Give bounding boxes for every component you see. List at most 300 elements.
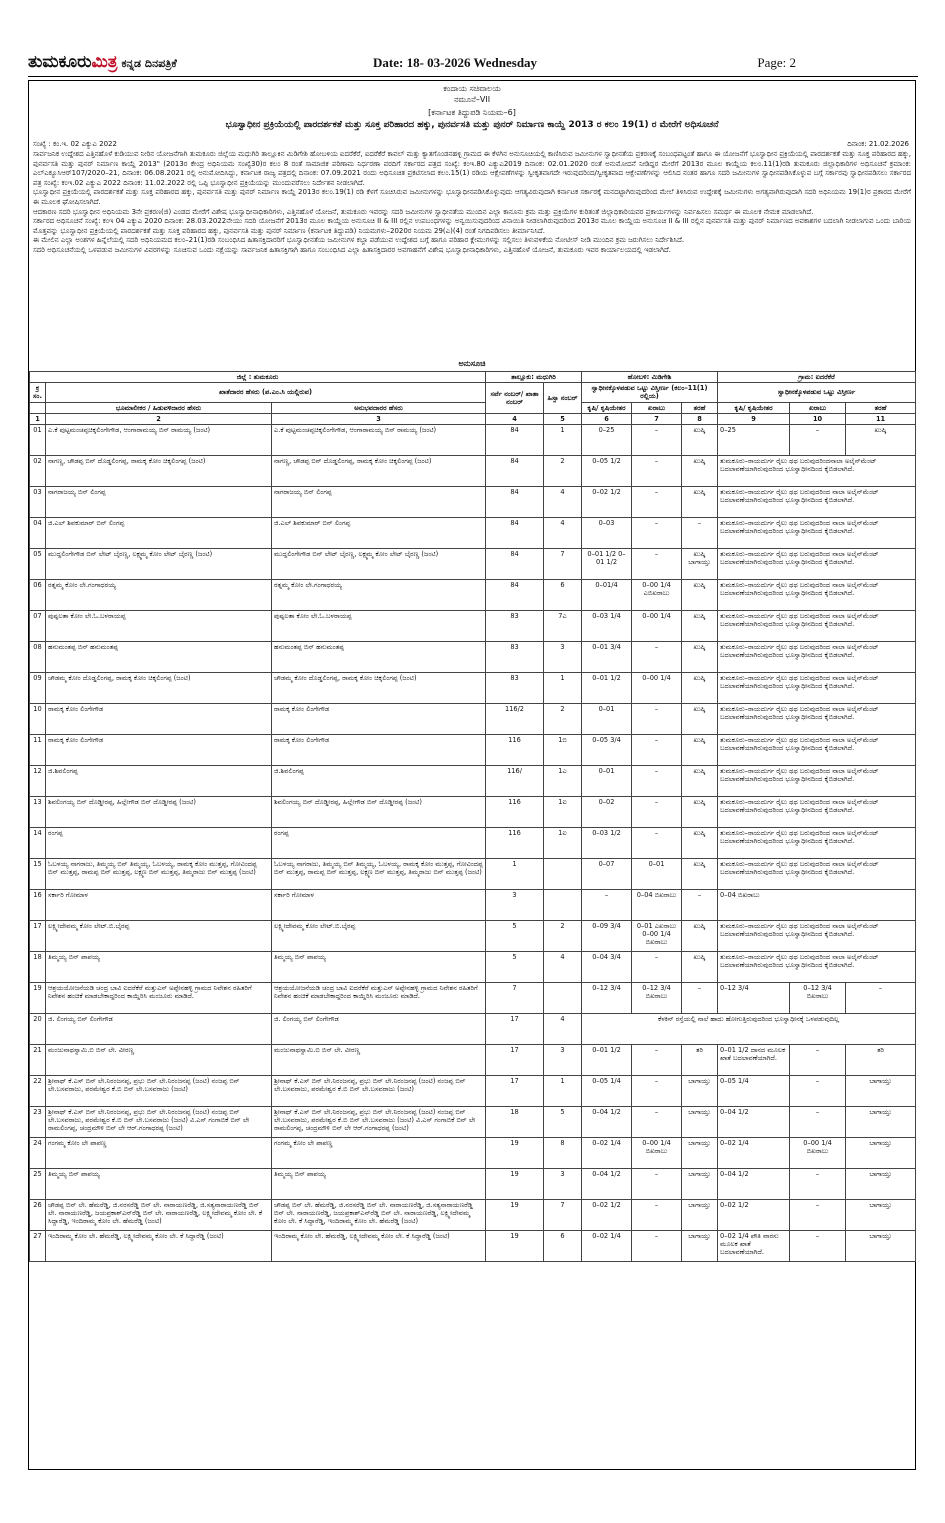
enjoyer-cell: ಮಂಜುನಾಥಸ್ವಾಮಿ.ಬಿ ಬಿನ್ ಲೇ. ವೀರಣ್ಣ [272,1045,486,1076]
hissa-cell: 7ಎ [544,611,582,642]
serial-cell: 26 [30,1200,46,1231]
final-krishi-cell: ತುಮಕೂರು–ರಾಯದುರ್ಗ ರೈಲು ಥಥ ಬರುವುದರಿಂದ ನಾಲಾ ಅಲೈನ್‌ಮೆಂಟ್ ಬದಲಾವಣೆಯಾಗಿರುವುದರಿಂದ ಭೂಸ್ವಾಧೀನದಿಂದ ಕೈಬಿಡಲಾಗಿದೆ. [718,766,916,797]
column-number: 4 [486,413,544,424]
paragraph: ಭೂಸ್ವಾಧೀನ ಪ್ರಕ್ರಿಯೆಯಲ್ಲಿ ಪಾರದರ್ಶಕತೆ ಮತ್ತು ಸೂಕ್ತ ಪರಿಹಾರದ ಹಕ್ಕು, ಪುನರ್ವಸತಿ ಮತ್ತು ಪುನರ್ ನಿರ್ಮಾಣ ಕಾಯ್ದೆ 2013ರ ಕಲಂ.19(1) ರಡಿ ಕೆಳಗೆ ಸೂಚಿಸಿರುವ ಜಮೀನುಗಳನ್ನು ಭೂಸ್ವಾಧೀನಪಡಿಸಿಕೊಳ್ಳುವುದು ಆಗತ್ಯವಿರುವುದಾಗಿ ಕರ್ನಾಟಕ ಸರ್ಕಾರಕ್ಕೆ ಮನದಟ್ಟಾಗಿರುವುದರಿಂದ ಮೇಲೆ ತಿಳಿಸಿರುವ ಉದ್ದೇಶಕ್ಕೆ ಜಮೀನುಗಳು ಅಗತ್ಯವಾಗಿರುವುದಾಗಿ ಸದರಿ ಅಧಿನಿಯಮ 19(1)ರ ಪ್ರಕಾರದ ಮೇರೆಗೆ ಈ ಮೂಲಕ ಘೋಷಿಸಲಾಗಿದೆ. [33,188,911,206]
issue-date: Date: 18- 03-2026 Wednesday [373,55,538,70]
hissa-cell: 7 [544,1200,582,1231]
area-tare-cell: ಖುಷ್ಕಿ ಬಾಗಾಯ್ತು [682,549,718,580]
survey-cell: 5 [486,921,544,952]
serial-cell: 07 [30,611,46,642]
area-krishi-cell: 0–02 1/2 [582,487,632,518]
area-kharaba-cell: – [632,952,682,983]
area-tare-cell: ಖುಷ್ಕಿ [682,828,718,859]
table-row [30,1107,916,1138]
hissa-cell: 4 [544,487,582,518]
final-krishi-cell: ತುಮಕೂರು–ರಾಯದುರ್ಗ ರೈಲು ಥಥ ಬರುವುದರಿಂದನಾಲಾ ಅಲೈನ್‌ಮೆಂಟ್ ಬದಲಾವಣೆಯಾಗಿರುವುದರಿಂದ ಭೂಸ್ವಾಧೀನದಿಂದ ಕೈಬಿಡಲಾಗಿದೆ. [718,456,916,487]
final-kharaba-cell: – [790,1076,846,1107]
area-tare-cell: ಖುಷ್ಕಿ [682,456,718,487]
newspaper-logo: ತುಮಕೂರುಮಿತ್ರ ಕನ್ನಡ ದಿನಪತ್ರಿಕೆ [28,52,177,72]
column-number: 3 [272,413,486,424]
area-tare-cell: ಬಾಗಾಯ್ತು [682,1169,718,1200]
area-kharaba-cell: – [632,456,682,487]
survey-cell: 19 [486,1169,544,1200]
table-row [30,642,916,673]
area-krishi-cell: 0–01 3/4 [582,642,632,673]
hissa-cell: 4 [544,1014,582,1045]
final-krishi-cell: ತುಮಕೂರು–ರಾಯದುರ್ಗ ರೈಲು ಥಥ ಬರುವುದರಿಂದ ನಾಲಾ ಅಲೈನ್‌ಮೆಂಟ್ ಬದಲಾವಣೆಯಾಗಿರುವುದರಿಂದ ಭೂಸ್ವಾಧೀನದಿಂದ ಕೈಬಿಡಲಾಗಿದೆ. [718,704,916,735]
final-krishi-cell: 0–04 ಬಿಖರಾಬು [718,890,916,921]
hissa-cell: 1ಐ [544,797,582,828]
serial-cell: 18 [30,952,46,983]
area-krishi-cell: 0–05 1/2 [582,456,632,487]
serial-cell: 17 [30,921,46,952]
hissa-cell [544,890,582,921]
form-number: ನಮೂನೆ–VII [453,95,491,104]
area-krishi-cell: 0–02 1/4 [582,1138,632,1169]
enjoyer-cell: ನಾಗಣ್ಣ, ಚೌಡಪ್ಪ ಬಿನ್ ದೊಡ್ಡಲಿಂಗಪ್ಪ, ರಾಮಕ್ಕ ಕೋಂ ಚಿಕ್ಕಲಿಂಗಪ್ಪ (ಜಂಟಿ) [272,456,486,487]
owner-cell: ಜಿ.ಎಲ್ ಶಿವಕುಮಾರ್ ಬಿನ್ ಲಿಂಗಪ್ಪ [46,518,272,549]
enjoyer-cell: ಸರ್ಕಾರಿ ಗೋಮಾಳ [272,890,486,921]
final-krishi-cell: 0–01 1/2 ದಾನದ ಮೂಲಕ ಖಾತೆ ಬದಲಾವಣೆಯಾಗಿದೆ. [718,1045,790,1076]
schedule-table [29,371,916,1262]
col-group2: ಸ್ವಾಧೀನಕ್ಕೊಳಪಡುವ ಒಟ್ಟು ವಿಸ್ತೀರ್ಣ [718,383,916,402]
final-tare-cell: ಬಾಗಾಯ್ತು [846,1076,916,1107]
owner-cell: ಚೌಡಮ್ಮ ಕೋಂ ದೊಡ್ಡಲಿಂಗಪ್ಪ, ರಾಮಕ್ಕ ಕೋಂ ಚಿಕ್ಕಲಿಂಗಪ್ಪ (ಜಂಟಿ) [46,673,272,704]
area-krishi-cell: 0–09 3/4 [582,921,632,952]
survey-cell: 19 [486,1231,544,1262]
table-row [30,1076,916,1107]
final-krishi-cell: 0–04 1/2 [718,1107,790,1138]
table-row [30,766,916,797]
notice-date: ದಿನಾಂಕ: 21.02.2026 [847,140,909,148]
area-tare-cell: ಬಾಗಾಯ್ತು [682,1200,718,1231]
owner-cell: ಮಂಜುನಾಥಸ್ವಾಮಿ.ಬಿ ಬಿನ್ ಲೇ. ವೀರಣ್ಣ [46,1045,272,1076]
col-hissa: ಹಿಸ್ಸಾ ನಂಬರ್ [544,383,582,414]
area-kharaba-cell: 0–00 1/4 [632,611,682,642]
survey-cell: 17 [486,1014,544,1045]
enjoyer-cell: ಇಂದಿರಾಮ್ಮ ಕೋಂ ಲೇ. ಹೆಮರೆಡ್ಡಿ, ಲಕ್ಷ್ಮೀದೇವಮ್ಮ ಕೋಂ ಲೇ. ಕೆ ಸಿದ್ದಾರೆಡ್ಡಿ (ಜಂಟಿ) [272,1231,486,1262]
serial-cell: 14 [30,828,46,859]
owner-cell: ನಾಗಣ್ಣ, ಚೌಡಪ್ಪ ಬಿನ್ ದೊಡ್ಡಲಿಂಗಪ್ಪ, ರಾಮಕ್ಕ ಕೋಂ ಚಿಕ್ಕಲಿಂಗಪ್ಪ (ಜಂಟಿ) [46,456,272,487]
rule-reference: [ಕರ್ನಾಟಕ ತಿದ್ದುಪಡಿ ನಿಯಮ–6] [428,108,516,117]
table-row [30,518,916,549]
owner-cell: ಹನುಮಂತಪ್ಪ ಬಿನ್ ಹನುಮಂತಪ್ಪ [46,642,272,673]
survey-cell: 84 [486,549,544,580]
area-krishi-cell: 0–02 [582,797,632,828]
final-kharaba-cell: 0–00 1/4 ಬಿಖರಾಬು [790,1138,846,1169]
col-sl: ಕ್ರ ಸಂ. [30,383,46,402]
column-number: 7 [632,413,682,424]
hissa-cell: 5 [544,1107,582,1138]
hissa-cell: 3 [544,1169,582,1200]
column-number: 5 [544,413,582,424]
survey-cell: 5 [486,952,544,983]
enjoyer-cell: ಶ್ರೀನಾಥ್ ಕೆ.ಎಸ್ ಬಿನ್ ಲೇ.ನಿರಂಜನಪ್ಪ, ಪ್ರಭು ಬಿನ್ ಲೇ.ನಿರಂಜನಪ್ಪ (ಜಂಟಿ) ನಂಜಪ್ಪ ಬಿನ್ ಲೇ.ಬಸವರಾಜು, ಪರಮೇಶ್ವರ ಕೆ.ಬಿ ಬಿನ್ ಲೇ.ಬಸವರಾಜು (ಜಂಟಿ) [272,1076,486,1107]
survey-cell: 3 [486,890,544,921]
column-number-row [30,413,916,424]
survey-cell: 83 [486,673,544,704]
table-row [30,425,916,456]
owner-cell: ಇಂದಿರಾಮ್ಮ ಕೋಂ ಲೇ. ಹೆಮರೆಡ್ಡಿ, ಲಕ್ಷ್ಮೀದೇವಮ್ಮ ಕೋಂ ಲೇ. ಕೆ ಸಿದ್ದಾರೆಡ್ಡಿ (ಜಂಟಿ) [46,1231,272,1262]
notice-title: ಭೂಸ್ವಾಧೀನ ಪ್ರಕ್ರಿಯೆಯಲ್ಲಿ ಪಾರದರ್ಶಕತೆ ಮತ್ತು ಸೂಕ್ತ ಪರಿಹಾರದ ಹಕ್ಕು, ಪುನರ್ವಸತಿ ಮತ್ತು ಪುನರ್ ನಿರ್ಮಾಣ ಕಾಯ್ದೆ 2013 ರ ಕಲಂ 19(1) ರ ಮೇರೆಗೆ ಅಧಿಸೂಚನೆ [225,120,719,130]
area-kharaba-cell: 0–04 ಬಿಖರಾಬು [632,890,682,921]
enjoyer-cell: ಶಿವಲಿಂಗಯ್ಯ ಬಿನ್ ದೊಡ್ಡೀರಪ್ಪ, ಹಿಲ್ಲೇಗೌಡ ಬಿನ್ ದೊಡ್ಡೀರಪ್ಪ (ಜಂಟಿ) [272,797,486,828]
final-krishi-cell: ತುಮಕೂರು–ರಾಯದುರ್ಗ ರೈಲು ಥಥ ಬರುವುದರಿಂದ ನಾಲಾ ಅಲೈನ್‌ಮೆಂಟ್ ಬದಲಾವಣೆಯಾಗಿರುವುದರಿಂದ ಭೂಸ್ವಾಧೀನದಿಂದ ಕೈಬಿಡಲಾಗಿದೆ. [718,580,916,611]
enjoyer-cell: ಆಶ್ರಯಯೋಜನೆಯಡಿ ಚಂದ್ರ ಬಾವಿ ಐದರೆಕೆರೆ ಮತ್ತುಎಸ್ ಅಪ್ಪೇನಹಳ್ಳಿ ಗ್ರಾಮದ ನಿವೇಶನ ರಹಿತರಿಗೆ ನಿವೇಶನ ಹಂಚಿಕೆ ಮಾಡಬೇಕಾದ್ದರಿಂದ ಕಾಯ್ದಿರಿಸಿ ಮಂಜೂರು ಮಾಡಿದೆ. [272,983,486,1014]
area-krishi-cell: 0–12 3/4 [582,983,632,1014]
enjoyer-cell: ಮುದ್ದಲಿಂಗೇಗೌಡ ಬಿನ್ ಲೇಟ್ ಬೈರಣ್ಣ, ಲಕ್ಷ್ಮಮ್ಮ ಕೋಂ ಲೇಟ್ ಬೈರಣ್ಣ (ಜಂಟಿ) [272,549,486,580]
col-enjoyer: ಅನುಭವದಾರರ ಹೆಸರು [272,402,486,413]
table-row [30,580,916,611]
enjoyer-cell: ಚೌಡಮ್ಮ ಕೋಂ ದೊಡ್ಡಲಿಂಗಪ್ಪ, ರಾಮಕ್ಕ ಕೋಂ ಚಿಕ್ಕಲಿಂಗಪ್ಪ (ಜಂಟಿ) [272,673,486,704]
col-tare: ತರಹೆ [846,402,916,413]
final-krishi-cell: ತುಮಕೂರು–ರಾಯದುರ್ಗ ರೈಲು ಥಥ ಬರುವುದರಿಂದ ನಾಲಾ ಅಲೈನ್‌ಮೆಂಟ್ ಬದಲಾವಣೆಯಾಗಿರುವುದರಿಂದ ಭೂಸ್ವಾಧೀನದಿಂದ ಕೈಬಿಡಲಾಗಿದೆ. [718,611,916,642]
final-krishi-cell: 0–12 3/4 [718,983,790,1014]
col-krishi: ಕೃಷಿ/ ಕೃಷಿಯೇತರ [582,402,632,413]
serial-cell: 04 [30,518,46,549]
area-krishi-cell: 0–25 [582,425,632,456]
area-tare-cell: ಖುಷ್ಕಿ [682,859,718,890]
survey-cell: 84 [486,487,544,518]
district: ಜಿಲ್ಲೆ : ತುಮಕೂರು [30,372,486,383]
table-row [30,1200,916,1231]
col-kharaba: ಖರಾಬು [632,402,682,413]
final-krishi-cell: ತುಮಕೂರು–ರಾಯದುರ್ಗ ರೈಲು ಥಥ ಬರುವುದರಿಂದ ನಾಲಾ ಅಲೈನ್‌ಮೆಂಟ್ ಬದಲಾವಣೆಯಾಗಿರುವುದರಿಂದ ಭೂಸ್ವಾಧೀನದಿಂದ ಕೈಬಿಡಲಾಗಿದೆ. [718,487,916,518]
owner-cell: ರತ್ನಮ್ಮ ಕೋಂ ಲೇ.ಗಂಗಾಧರಯ್ಯ [46,580,272,611]
table-row [30,1231,916,1262]
enjoyer-cell: ಜಿ.ಶಿವಲಿಂಗಪ್ಪ [272,766,486,797]
area-tare-cell: ಖುಷ್ಕಿ [682,797,718,828]
enjoyer-cell: ಓಬಳಯ್ಯ ನಾಗರಾಜು, ತಿಮ್ಮಯ್ಯ ಬಿನ್ ತಿಮ್ಮಯ್ಯ, ಓಬಳಯ್ಯ, ರಾಮಕ್ಕ ಕೋಂ ಮುತ್ತಪ್ಪ, ಗೋವಿಂದಪ್ಪ ಬಿನ್ ಮುತ್ತಪ್ಪ, ರಾಮಪ್ಪ ಬಿನ್ ಮುತ್ತಪ್ಪ, ಲಕ್ಷ್ಮಣ ಬಿನ್ ಮುತ್ತಪ್ಪ, ತಿಮ್ಮರಾಜು ಬಿನ್ ಮುತ್ತಪ್ಪ (ಜಂಟಿ) [272,859,486,890]
final-krishi-cell: ತುಮಕೂರು–ರಾಯದುರ್ಗ ರೈಲು ಥಥ ಬರುವುದರಿಂದ ನಾಲಾ ಅಲೈನ್‌ಮೆಂಟ್ ಬದಲಾವಣೆಯಾಗಿರುವುದರಿಂದ ಭೂಸ್ವಾಧೀನದಿಂದ ಕೈಬಿಡಲಾಗಿದೆ. [718,735,916,766]
notice-frame [28,80,916,1470]
owner-cell: ಚೌಡಪ್ಪ ಬಿನ್ ಲೇ. ಹೆಮರೆಡ್ಡಿ, ಜಿ.ನರಸರೆಡ್ಡಿ ಬಿನ್ ಲೇ. ನಾರಾಯಣರೆಡ್ಡಿ, ಜಿ.ಸತ್ಯನಾರಾಯಣರೆಡ್ಡಿ ಬಿನ್ ಲೇ. ನಾರಾಯಣರೆಡ್ಡಿ, ಜಯಪ್ರಕಾಶ್ಎನ್‌ರೆಡ್ಡಿ ಬಿನ್ ಲೇ. ನಾರಾಯಣರೆಡ್ಡಿ, ಲಕ್ಷ್ಮೀದೇವಮ್ಮ ಕೋಂ ಲೇ. ಕೆ ಸಿದ್ದಾರೆಡ್ಡಿ, ಇಂದಿರಾಮ್ಮ ಕೋಂ ಲೇ. ಹೆಮರೆಡ್ಡಿ (ಜಂಟಿ) [46,1200,272,1231]
area-krishi-cell: 0–05 1/4 [582,1076,632,1107]
area-krishi-cell: 0–01/4 [582,580,632,611]
area-tare-cell: – [682,983,718,1014]
table-row [30,456,916,487]
survey-cell: 84 [486,456,544,487]
owner-cell: ರಾಮಕ್ಕ ಕೋಂ ಲಿಂಗೇಗೌಡ [46,704,272,735]
area-tare-cell: ಖುಷ್ಕಿ [682,952,718,983]
hissa-cell: 6 [544,1231,582,1262]
owner-cell: ಎ.ಕೆ ಪುಟ್ಟಮಂಚಪ್ಪಚಿಕ್ಕಲಿಂಗೇಗೌಡ, ಆಂಗಾರಾಮಯ್ಯ ಬಿನ್ ರಾಮಯ್ಯ (ಜಂಟಿ) [46,425,272,456]
page-number: Page: 2 [757,55,796,70]
table-row [30,952,916,983]
enjoyer-cell: ನಾಗರಾಜಯ್ಯ ಬಿನ್ ಲಿಂಗಪ್ಪ [272,487,486,518]
final-kharaba-cell: – [790,1231,846,1262]
owner-cell: ಪುಷ್ಪಲತಾ ಕೋಂ ಲೇ.ಓ.ಬಳರಾಯಪ್ಪ [46,611,272,642]
area-krishi-cell: 0–04 3/4 [582,952,632,983]
survey-cell: 17 [486,1045,544,1076]
area-kharaba-cell: – [632,1200,682,1231]
owner-cell: ರಾಮಕ್ಕ ಕೋಂ ಲಿಂಗೇಗೌಡ [46,735,272,766]
area-krishi-cell: 0–07 [582,859,632,890]
owner-cell: ಶ್ರೀನಾಥ್ ಕೆ.ಎಸ್ ಬಿನ್ ಲೇ.ನಿರಂಜನಪ್ಪ, ಪ್ರಭು ಬಿನ್ ಲೇ.ನಿರಂಜನಪ್ಪ (ಜಂಟಿ) ನಂಜಪ್ಪ ಬಿನ್ ಲೇ.ಬಸವರಾಜು, ಪರಮೇಶ್ವರ ಕೆ.ಬಿ ಬಿನ್ ಲೇ.ಬಸವರಾಜು (ಜಂಟಿ) [46,1076,272,1107]
taluk: ತಾಲ್ಲೂಕು: ಮಧುಗಿರಿ [486,372,582,383]
column-number: 9 [718,413,790,424]
table-row [30,921,916,952]
area-kharaba-cell: – [632,1231,682,1262]
area-kharaba-cell: – [632,642,682,673]
serial-cell: 02 [30,456,46,487]
final-krishi-cell: 0–04 1/2 [718,1169,790,1200]
office-name: ಕಂದಾಯ ಸಚಿವಾಲಯ [443,84,501,93]
table-row [30,673,916,704]
table-row [30,797,916,828]
final-kharaba-cell: – [790,1045,846,1076]
serial-cell: 15 [30,859,46,890]
serial-cell: 23 [30,1107,46,1138]
final-krishi-cell: 0–02 1/4 [718,1138,790,1169]
enjoyer-cell: ಎ.ಕೆ ಪುಟ್ಟಮಂಚಪ್ಪಚಿಕ್ಕಲಿಂಗೇಗೌಡ, ಆಂಗಾರಾಮಯ್ಯ ಬಿನ್ ರಾಮಯ್ಯ (ಜಂಟಿ) [272,425,486,456]
final-krishi-cell: ತುಮಕೂರು–ರಾಯದುರ್ಗ ರೈಲು ಥಥ ಬರುವುದರಿಂದ ನಾಲಾ ಅಲೈನ್‌ಮೆಂಟ್ ಬದಲಾವಣೆಯಾಗಿರುವುದರಿಂದ ಭೂಸ್ವಾಧೀನದಿಂದ ಕೈಬಿಡಲಾಗಿದೆ. [718,797,916,828]
area-tare-cell: ಖುಷ್ಕಿ [682,611,718,642]
hissa-cell: 3 [544,1045,582,1076]
area-kharaba-cell: – [632,797,682,828]
final-kharaba-cell: – [790,1169,846,1200]
area-tare-cell: ಖುಷ್ಕಿ [682,735,718,766]
area-tare-cell: ಖುಷ್ಕಿ [682,642,718,673]
area-kharaba-cell: 0–00 1/4 ಬಿಖರಾಬು [632,1138,682,1169]
hissa-cell: 4 [544,518,582,549]
final-krishi-cell: 0–02 1/2 [718,1200,790,1231]
area-krishi-cell: 0–03 1/2 [582,828,632,859]
survey-cell: 116 [486,735,544,766]
area-krishi-cell: 0–01 1/2 [582,673,632,704]
enjoyer-cell: ಲಕ್ಷ್ಮೀದೇವಮ್ಮ ಕೋಂ ಲೇಟ್.ಬಿ.ಬೈರಪ್ಪ [272,921,486,952]
area-krishi-cell: 0–02 1/2 [582,1200,632,1231]
owner-cell: ತಿಮ್ಮಯ್ಯ ಬಿನ್ ಪಾಪಯ್ಯ [46,1169,272,1200]
survey-cell: 17 [486,1076,544,1107]
area-kharaba-cell: – [632,1045,682,1076]
serial-cell: 27 [30,1231,46,1262]
table-row [30,1014,916,1045]
masthead [28,52,916,76]
serial-cell: 21 [30,1045,46,1076]
serial-cell: 08 [30,642,46,673]
serial-cell: 22 [30,1076,46,1107]
final-tare-cell: ಖುಷ್ಕಿ [846,425,916,456]
serial-cell: 09 [30,673,46,704]
table-row [30,1045,916,1076]
area-kharaba-cell: 0–12 3/4 ಬಿಖರಾಬು [632,983,682,1014]
table-row [30,983,916,1014]
column-number: 1 [30,413,46,424]
hissa-cell: 1ಎ [544,766,582,797]
owner-cell: ಜಿ.ಶಿವಲಿಂಗಪ್ಪ [46,766,272,797]
serial-cell: 11 [30,735,46,766]
survey-cell: 18 [486,1107,544,1138]
schedule-rows [30,425,916,1262]
area-tare-cell: ಬಾಗಾಯ್ತು [682,1138,718,1169]
area-kharaba-cell: – [632,704,682,735]
serial-cell: 24 [30,1138,46,1169]
serial-cell: 06 [30,580,46,611]
hissa-cell: 4 [544,952,582,983]
area-tare-cell: ಖುಷ್ಕಿ [682,673,718,704]
final-krishi-cell: ತುಮಕೂರು–ರಾಯದುರ್ಗ ರೈಲು ಥಥ ಬರುವುದರಿಂದ ನಾಲಾ ಅಲೈನ್‌ಮೆಂಟ್ ಬದಲಾವಣೆಯಾಗಿರುವುದರಿಂದ ಭೂಸ್ವಾಧೀನದಿಂದ ಕೈಬಿಡಲಾಗಿದೆ. [718,952,916,983]
hissa-cell: 2 [544,921,582,952]
column-number: 10 [790,413,846,424]
area-krishi-cell: ಕೆಳಕಿನ್ ರಸ್ತೆಯಲ್ಲಿ ನಾಲೆ ಹಾದು ಹೋಗುತ್ತಿರುವುದರಿಂದ ಭೂಸ್ವಾಧೀನಕ್ಕೆ ಒಳಪಡುವುದಿಲ್ಲ [582,1014,916,1045]
enjoyer-cell: ರತ್ನಮ್ಮ ಕೋಂ ಲೇ.ಗಂಗಾಧರಯ್ಯ [272,580,486,611]
area-tare-cell: ಖುಷ್ಕಿ [682,580,718,611]
final-krishi-cell: ತುಮಕೂರು–ರಾಯದುರ್ಗ ರೈಲು ಥಥ ಬರುವುದರಿಂದ ನಾಲಾ ಅಲೈನ್‌ಮೆಂಟ್ ಬದಲಾವಣೆಯಾಗಿರುವುದರಿಂದ ಭೂಸ್ವಾಧೀನದಿಂದ ಕೈಬಿಡಲಾಗಿದೆ. [718,673,916,704]
hobli: ಹೋಬಳಿ: ಮಿಡಿಗೇಶಿ [582,372,718,383]
col-tare: ತರಹೆ [682,402,718,413]
table-row [30,1138,916,1169]
hissa-cell: 1 [544,425,582,456]
serial-cell: 03 [30,487,46,518]
survey-cell: 84 [486,580,544,611]
notice-body [33,150,911,256]
paragraph: ಸಾರ್ವಜನಿಕ ಉದ್ದೇಶದ ಎತ್ತಿನಹೊಳೆ ಕುಡಿಯುವ ನೀರಿನ ಯೋಜನೆಗಾಗಿ ತುಮಕೂರು ಜಿಲ್ಲೆಯ ಮಧುಗಿರಿ ತಾಲ್ಲೂಕಿನ ಮಿಡಿಗೇಶಿ ಹೋಬಳಿಯ ಐದರೆಕೆರೆ, ಐದರೆಕೆರೆ ಕಾವಲ್ ಮತ್ತು ಕ್ಯಾತಗೊಂಡನಹಳ್ಳಿ ಗ್ರಾಮದ ಈ ಕೆಳಗಿನ ಅನುಸೂಚಿಯಲ್ಲಿ ಕಾಣಿಸಿರುವ ಜಮೀನುಗಳ ಸ್ವಾಧೀನತೆಯ ಪ್ರಕರಣಕ್ಕೆ ಸಂಬಂಧಪಟ್ಟಂತೆ ಹಾಗೂ ಈ ಯೋಜನೆಗೆ ಭೂಸ್ವಾಧೀನ ಪ್ರಕ್ರಿಯೆಯಲ್ಲಿ ಪಾರದರ್ಶಕತೆ ಮತ್ತು ಸೂಕ್ತ ಪರಿಹಾರದ ಹಕ್ಕು, ಪುನರ್ವಸತಿ ಮತ್ತು ಪುನರ್ ನಿರ್ಮಾಣ ಕಾಯ್ದೆ 2013" (2013ರ ಕೇಂದ್ರ ಅಧಿನಿಯಮ ಸಂಖ್ಯೆ30)ರ ಕಲಂ 8 ರಂತೆ ಸಾಮಾಜಿಕ ಪರಿಣಾಮ ನಿರ್ಧರಣಾ ವರದಿಗೆ ಸರ್ಕಾರದ ಪತ್ರದ ಸಂಖ್ಯೆ: ಕಂಇ.80 ಎಕ್ಯುಎ2019 ದಿನಾಂಕ: 02.01.2020 ರಂತೆ ಅನುಮೋದನೆ ನೀಡಿದ್ದರ ಮೇರೆಗೆ 2013ರ ಮೂಲ ಕಾಯ್ದೆಯ ಕಲಂ.11(1)ರಡಿ ತುಮಕೂರು ಜಿಲ್ಲಾಧಿಕಾರಿಗಳ ಅಧಿಸೂಚನೆ ಕ್ರಮಾಂಕ: ಎಲ್ಎಕ್ಯೂಸಿಆರ್107/2020–21, ದಿನಾಂಕ: 06.08.2021 ರಲ್ಲಿ ಅನುಮೋದಿಸಿದ್ದು, ಕರ್ನಾಟಕ ರಾಜ್ಯ ಪತ್ರದಲ್ಲಿ ದಿನಾಂಕ: 07.09.2021 ರಂದು ಅಧಿಸೂಚಿತ ಪ್ರಕಟಿಸಲಾದ ಕಲಂ.15(1) ರಡಿಯ ಆಕ್ಷೇಪಣೆಗಳನ್ನು ಸ್ವೀಕೃತವಾಗದೇ ಇರುವುದರಿಂದ/ಸ್ವೀಕೃತವಾದ ಆಕ್ಷೇಪಣೆಗಳನ್ನು ಆಲಿಸಿದ ನಂತರ ಹಾಗೂ ಸದರಿ ಜಮೀನುಗಳ ಸ್ವಾಧೀನಪಡಿಸಿಕೊಳ್ಳುವ ಬಗ್ಗೆ ಸರ್ಕಾರವು ಸ್ವಾಧೀನಪಡಿಸಲು ಸರ್ಕಾರದ ಪತ್ರ ಸಂಖ್ಯೆ: ಕಂಇ.02 ಎಕ್ಯುಎ 2022 ದಿನಾಂಕ: 11.02.2022 ರಲ್ಲಿ ಒಪ್ಪಿ ಭೂಸ್ವಾಧೀನ ಪ್ರಕ್ರಿಯೆಯನ್ನು ಮುಂದುವರೆಸಲು ನಿರ್ದೇಶನ ನೀಡಲಾಗಿದೆ. [33,150,911,187]
area-tare-cell: ಖುಷ್ಕಿ [682,921,718,952]
area-tare-cell: ಖುಷ್ಕಿ [682,704,718,735]
serial-cell: 05 [30,549,46,580]
table-row [30,487,916,518]
final-kharaba-cell: 0–12 3/4 ಬಿಖರಾಬು [790,983,846,1014]
area-krishi-cell: – [582,890,632,921]
final-tare-cell: ಬಾಗಾಯ್ತು [846,1169,916,1200]
owner-cell: ಮುದ್ದಲಿಂಗೇಗೌಡ ಬಿನ್ ಲೇಟ್ ಬೈರಣ್ಣ, ಲಕ್ಷ್ಮಮ್ಮ ಕೋಂ ಲೇಟ್ ಬೈರಣ್ಣ (ಜಂಟಿ) [46,549,272,580]
enjoyer-cell: ಜಿ. ಲಿಂಗಯ್ಯ ಬಿನ್ ಲಿಂಗೇಗೌಡ [272,1014,486,1045]
final-tare-cell: ತರಿ [846,1045,916,1076]
area-krishi-cell: 0–01 [582,704,632,735]
enjoyer-cell: ಪುಷ್ಪಲತಾ ಕೋಂ ಲೇ.ಓ.ಬಳರಾಯಪ್ಪ [272,611,486,642]
table-row [30,704,916,735]
serial-cell: 19 [30,983,46,1014]
owner-cell: ಶ್ರೀನಾಥ್ ಕೆ.ಎಸ್ ಬಿನ್ ಲೇ.ನಿರಂಜನಪ್ಪ, ಪ್ರಭು ಬಿನ್ ಲೇ.ನಿರಂಜನಪ್ಪ (ಜಂಟಿ) ನಂಜಪ್ಪ ಬಿನ್ ಲೇ.ಬಸವರಾಜು, ಪರಮೇಶ್ವರ ಕೆ.ಬಿ ಬಿನ್ ಲೇ.ಬಸವರಾಜು (ಜಂಟಿ) ವಿ.ಎಸ್ ಗಂಗಾಬಿಕೆ ಬಿನ್ ಲೇ ರಾಮಲಿಂಗಪ್ಪ, ಚಂದ್ರಮೌಳಿ ಬಿನ್ ಲೇ ಆರ್.ಗಂಗಾಧರಪ್ಪ (ಜಂಟಿ) [46,1107,272,1138]
serial-cell: 12 [30,766,46,797]
hissa-cell: 6 [544,580,582,611]
survey-cell: 84 [486,425,544,456]
owner-cell: ರಂಗಪ್ಪ [46,828,272,859]
tagline: ಕನ್ನಡ ದಿನಪತ್ರಿಕೆ [121,57,177,70]
owner-cell: ಆಶ್ರಯಯೋಜನೆಯಡಿ ಚಂದ್ರ ಬಾವಿ ಐದರೆಕೆರೆ ಮತ್ತುಎಸ್ ಅಪ್ಪೇನಹಳ್ಳಿ ಗ್ರಾಮದ ನಿವೇಶನ ರಹಿತರಿಗೆ ನಿವೇಶನ ಹಂಚಿಕೆ ಮಾಡಬೇಕಾದ್ದರಿಂದ ಕಾಯ್ದಿರಿಸಿ ಮಂಜೂರು ಮಾಡಿದೆ. [46,983,272,1014]
serial-cell: 01 [30,425,46,456]
final-krishi-cell: 0–25 [718,425,790,456]
final-krishi-cell: ತುಮಕೂರು–ರಾಯದುರ್ಗ ರೈಲು ಥಥ ಬರುವುದರಿಂದ ನಾಲಾ ಅಲೈನ್‌ಮೆಂಟ್ ಬದಲಾವಣೆಯಾಗಿರುವುದರಿಂದ ಭೂಸ್ವಾಧೀನದಿಂದ ಕೈಬಿಡಲಾಗಿದೆ. [718,828,916,859]
hissa-cell: 1ಬಿ [544,735,582,766]
serial-cell: 10 [30,704,46,735]
survey-cell: 116 [486,797,544,828]
enjoyer-cell: ಶ್ರೀನಾಥ್ ಕೆ.ಎಸ್ ಬಿನ್ ಲೇ.ನಿರಂಜನಪ್ಪ, ಪ್ರಭು ಬಿನ್ ಲೇ.ನಿರಂಜನಪ್ಪ (ಜಂಟಿ) ನಂಜಪ್ಪ ಬಿನ್ ಲೇ.ಬಸವರಾಜು, ಪರಮೇಶ್ವರ ಕೆ.ಬಿ ಬಿನ್ ಲೇ.ಬಸವರಾಜು (ಜಂಟಿ) ವಿ.ಎಸ್ ಗಂಗಾಬಿಕೆ ಬಿನ್ ಲೇ ರಾಮಲಿಂಗಪ್ಪ, ಚಂದ್ರಮೌಳಿ ಬಿನ್ ಲೇ ಆರ್.ಗಂಗಾಧರಪ್ಪ (ಜಂಟಿ) [272,1107,486,1138]
enjoyer-cell: ತಿಮ್ಮಯ್ಯ ಬಿನ್ ಪಾಪಯ್ಯ [272,952,486,983]
area-kharaba-cell: 0–00 1/4 ಎಬಿಖರಾಬು [632,580,682,611]
hissa-cell: 3 [544,642,582,673]
final-kharaba-cell: – [790,425,846,456]
enjoyer-cell: ರಾಮಕ್ಕ ಕೋಂ ಲಿಂಗೇಗೌಡ [272,704,486,735]
area-tare-cell: ಬಾಗಾಯ್ತು [682,1231,718,1262]
table-row [30,859,916,890]
area-kharaba-cell: – [632,518,682,549]
owner-cell: ಸರ್ಕಾರಿ ಗೋಮಾಳ [46,890,272,921]
area-kharaba-cell: – [632,766,682,797]
area-krishi-cell: 0–05 3/4 [582,735,632,766]
survey-cell: 84 [486,518,544,549]
paragraph: ಸರ್ಕಾರದ ಅಧಿಸೂಚನೆ ಸಂಖ್ಯೆ: ಕಂಇ 04 ಎಕ್ಯುಎ 2020 ದಿನಾಂಕ: 28.03.2022ನೇಯು ಸದರಿ ಯೋಜನೆಗೆ 2013ರ ಮೂಲ ಕಾಯ್ದೆಯ ಅನುಸೂಚಿ II & III ರಲ್ಲಿನ ಉಪಬಂಧಗಳನ್ನು ಅನ್ವಯಿಸುವುದರಿಂದ ವಿನಾಯಿತಿ ನೀಡಲಾಗಿರುವುದರಿಂದ 2013ರ ಮೂಲ ಕಾಯ್ದೆಯ ಅನುಸೂಚಿ II & III ರಲ್ಲಿನ ಪುನರ್ವಸತಿ ಮತ್ತು ಪುನರ್ ನಿರ್ಮಾಣದ ಅವಕಾಶಗಳ ಬದಲಾಗಿ ನೀಡಲಾಗುವ ಒಂದು ಬಾರಿಯ ಮೊತ್ತವನ್ನು ಭೂಸ್ವಾಧೀನ ಪ್ರಕ್ರಿಯೆಯಲ್ಲಿ ಪಾರದರ್ಶಕತೆ ಮತ್ತು ಸೂಕ್ತ ಪರಿಹಾರದ ಹಕ್ಕು, ಪುನರ್ವಸತಿ ಮತ್ತು ಪುನರ್ ನಿರ್ಮಾಣ (ಕರ್ನಾಟಕ ತಿದ್ದುಪಡಿ) ನಿಯಮಗಳು–2020ರ ನಿಯಮ 29(ಎ)(4) ರಂತೆ ನಿಗದಿಪಡಿಸಲು ತೀರ್ಮಾನಿಸಿದೆ. [33,217,911,235]
owner-cell: ಶಿವಲಿಂಗಯ್ಯ ಬಿನ್ ದೊಡ್ಡೀರಪ್ಪ, ಹಿಲ್ಲೇಗೌಡ ಬಿನ್ ದೊಡ್ಡೀರಪ್ಪ (ಜಂಟಿ) [46,797,272,828]
village: ಗ್ರಾಮ: ಐದರೆಕೆರೆ [718,372,916,383]
table-row [30,890,916,921]
enjoyer-cell: ತಿಮ್ಮಯ್ಯ ಬಿನ್ ಪಾಪಯ್ಯ [272,1169,486,1200]
area-tare-cell: – [682,890,718,921]
survey-cell: 19 [486,1200,544,1231]
hissa-cell: 1ಐ [544,828,582,859]
hissa-cell: 1 [544,1076,582,1107]
owner-cell: ಗಂಗಮ್ಮ ಕೋಂ ಲೇ ಪಾಪಣ್ಣ [46,1138,272,1169]
hissa-cell [544,983,582,1014]
final-krishi-cell: ತುಮಕೂರು–ರಾಯದುರ್ಗ ರೈಲು ಥಥ ಬರುವುದರಿಂದ ನಾಲಾ ಅಲೈನ್‌ಮೆಂಟ್ ಬದಲಾವಣೆಯಾಗಿರುವುದರಿಂದ ಭೂಸ್ವಾಧೀನದಿಂದ ಕೈಬಿಡಲಾಗಿದೆ. [718,921,916,952]
final-krishi-cell: 0–05 1/4 [718,1076,790,1107]
final-krishi-cell: ತುಮಕೂರು–ರಾಯದುರ್ಗ ರೈಲು ಥಥ ಬರುವುದರಿಂದ ನಾಲಾ ಅಲೈನ್‌ಮೆಂಟ್ ಬದಲಾವಣೆಯಾಗಿರುವುದರಿಂದ ಭೂಸ್ವಾಧೀನದಿಂದ ಕೈಬಿಡಲಾಗಿದೆ. [718,859,916,890]
col-khata: ಖಾತೆದಾರರ ಹೆಸರು (ಪ.ಎಂ.ಸಿ ಯಲ್ಲಿರುವ) [46,383,486,402]
area-tare-cell: – [682,518,718,549]
area-krishi-cell: 0–04 1/2 [582,1169,632,1200]
serial-cell: 25 [30,1169,46,1200]
hissa-cell: 7 [544,549,582,580]
final-tare-cell: ಬಾಗಾಯ್ತು [846,1231,916,1262]
table-row [30,735,916,766]
survey-cell: 116/ [486,766,544,797]
column-number: 6 [582,413,632,424]
schedule-title: ಅನುಸೂಚಿ [458,359,486,368]
final-kharaba-cell: – [790,1107,846,1138]
area-kharaba-cell: – [632,487,682,518]
column-number: 11 [846,413,916,424]
area-kharaba-cell: – [632,425,682,456]
hissa-cell: 2 [544,704,582,735]
area-kharaba-cell: – [632,1076,682,1107]
area-kharaba-cell: 0–01 [632,859,682,890]
final-tare-cell: ಬಾಗಾಯ್ತು [846,1138,916,1169]
owner-cell: ಓಬಳಯ್ಯ ನಾಗರಾಜು, ತಿಮ್ಮಯ್ಯ ಬಿನ್ ತಿಮ್ಮಯ್ಯ, ಓಬಳಯ್ಯ, ರಾಮಕ್ಕ ಕೋಂ ಮುತ್ತಪ್ಪ, ಗೋವಿಂದಪ್ಪ ಬಿನ್ ಮುತ್ತಪ್ಪ, ರಾಮಪ್ಪ ಬಿನ್ ಮುತ್ತಪ್ಪ, ಲಕ್ಷ್ಮಣ ಬಿನ್ ಮುತ್ತಪ್ಪ, ತಿಮ್ಮರಾಜು ಬಿನ್ ಮುತ್ತಪ್ಪ (ಜಂಟಿ) [46,859,272,890]
paragraph: ಆದಕಾರಣ ಸದರಿ ಭೂಸ್ವಾಧೀನ ಅಧಿನಿಯಮ 3ನೇ ಪ್ರಕರಣ(ಜಿ) ಎಂಡದ ಮೇರೆಗೆ ವಿಶೇಷ ಭೂಸ್ವಾಧೀನಾಧಿಕಾರಿಗಳು, ಎತ್ತಿನಹೊಳೆ ಯೋಜನೆ, ತುಮಕೂರು ಇವರನ್ನು ಸದರಿ ಜಮೀನುಗಳ ಸ್ವಾಧೀನತೆಯ ಮುಂದಿನ ಎಲ್ಲಾ ಕಾನೂನು ಕ್ರಮ ಮತ್ತು ಪ್ರಕ್ರಿಯೆಗಳ ಕುರಿತಂತೆ ಜಿಲ್ಲಾಧಿಕಾರಿಯವರ ಪ್ರಕಾರ್ಯಗಳನ್ನು ನಿರ್ವಹಿಸಲು ಸಮರ್ಥ ಈ ಮೂಲಕ ನೇಮಕ ಮಾಡಲಾಗಿದೆ. [33,207,814,216]
table-row [30,828,916,859]
table-row [30,611,916,642]
col-sl-spacer [30,402,46,413]
enjoyer-cell: ಚೌಡಪ್ಪ ಬಿನ್ ಲೇ. ಹೆಮರೆಡ್ಡಿ, ಜಿ.ನರಸರೆಡ್ಡಿ ಬಿನ್ ಲೇ. ನಾರಾಯಣರೆಡ್ಡಿ, ಜಿ.ಸತ್ಯನಾರಾಯಣರೆಡ್ಡಿ ಬಿನ್ ಲೇ. ನಾರಾಯಣರೆಡ್ಡಿ, ಜಯಪ್ರಕಾಶ್ಎನ್‌ರೆಡ್ಡಿ ಬಿನ್ ಲೇ. ನಾರಾಯಣರೆಡ್ಡಿ, ಲಕ್ಷ್ಮೀದೇವಮ್ಮ ಕೋಂ ಲೇ. ಕೆ ಸಿದ್ದಾರೆಡ್ಡಿ, ಇಂದಿರಾಮ್ಮ ಕೋಂ ಲೇ. ಹೆಮರೆಡ್ಡಿ (ಜಂಟಿ) [272,1200,486,1231]
final-krishi-cell: ತುಮಕೂರು–ರಾಯದುರ್ಗ ರೈಲು ಥಥ ಬರುವುದರಿಂದ ನಾಲಾ ಅಲೈನ್‌ಮೆಂಟ್ ಬದಲಾವಣೆಯಾಗಿರುವುದರಿಂದ ಭೂಸ್ವಾಧೀನದಿಂದ ಕೈಬಿಡಲಾಗಿದೆ. [718,549,916,580]
hissa-cell [544,859,582,890]
paragraph: ಸದರಿ ಅಧಿಸೂಚನೆಯಲ್ಲಿ ಒಳಪಡುವ ಜಮೀನುಗಳ ವಿವರಗಳನ್ನು ಸೂಚಿಸುವ ಒಂದು ನಕ್ಷೆಯನ್ನು ಸಾರ್ವಜನಿಕ ಹಿತಾಸಕ್ತಿಗಾಗಿ ಹಾಗೂ ಸಂಬಂಧಿಸಿದ ಎಲ್ಲಾ ಹಿತಾಸಕ್ತಿದಾರರ ಅವಗಾಹನೆಗೆ ವಿಶೇಷ ಭೂಸ್ವಾಧೀನಾಧಿಕಾರಿಗಳು, ಎತ್ತಿನಹೊಳೆ ಯೋಜನೆ, ತುಮಕೂರು ಇವರ ಕಾರ್ಯಾಲಯದಲ್ಲಿ ಇಡಲಾಗಿದೆ. [33,245,671,254]
serial-cell: 13 [30,797,46,828]
owner-cell: ಲಕ್ಷ್ಮೀದೇವಮ್ಮ ಕೋಂ ಲೇಟ್.ಬಿ.ಬೈರಪ್ಪ [46,921,272,952]
enjoyer-cell: ರಾಮಕ್ಕ ಕೋಂ ಲಿಂಗೇಗೌಡ [272,735,486,766]
serial-cell: 20 [30,1014,46,1045]
area-tare-cell: ಖುಷ್ಕಿ [682,487,718,518]
col-krishi: ಕೃಷಿ/ ಕೃಷಿಯೇತರ [718,402,790,413]
col-owner: ಭೂಮಾಲೀಕರ / ಹಿಡುವಳಿದಾರರ ಹೆಸರು [46,402,272,413]
col-kharaba: ಖರಾಬು [790,402,846,413]
area-kharaba-cell: – [632,549,682,580]
survey-cell: 116 [486,828,544,859]
final-tare-cell: ಬಾಗಾಯ್ತು [846,1200,916,1231]
final-tare-cell: – [846,983,916,1014]
owner-cell: ತಿಮ್ಮಯ್ಯ ಬಿನ್ ಪಾಪಯ್ಯ [46,952,272,983]
area-krishi-cell: 0–01 [582,766,632,797]
owner-cell: ಜಿ. ಲಿಂಗಯ್ಯ ಬಿನ್ ಲಿಂಗೇಗೌಡ [46,1014,272,1045]
enjoyer-cell: ರಂಗಪ್ಪ [272,828,486,859]
final-kharaba-cell: – [790,1200,846,1231]
area-krishi-cell: 0–02 1/4 [582,1231,632,1262]
column-number: 8 [682,413,718,424]
enjoyer-cell: ಗಂಗಮ್ಮ ಕೋಂ ಲೇ ಪಾಪಣ್ಣ [272,1138,486,1169]
enjoyer-cell: ಜಿ.ಎಲ್ ಶಿವಕುಮಾರ್ ಬಿನ್ ಲಿಂಗಪ್ಪ [272,518,486,549]
area-krishi-cell: 0–01 1/2 0–01 1/2 [582,549,632,580]
